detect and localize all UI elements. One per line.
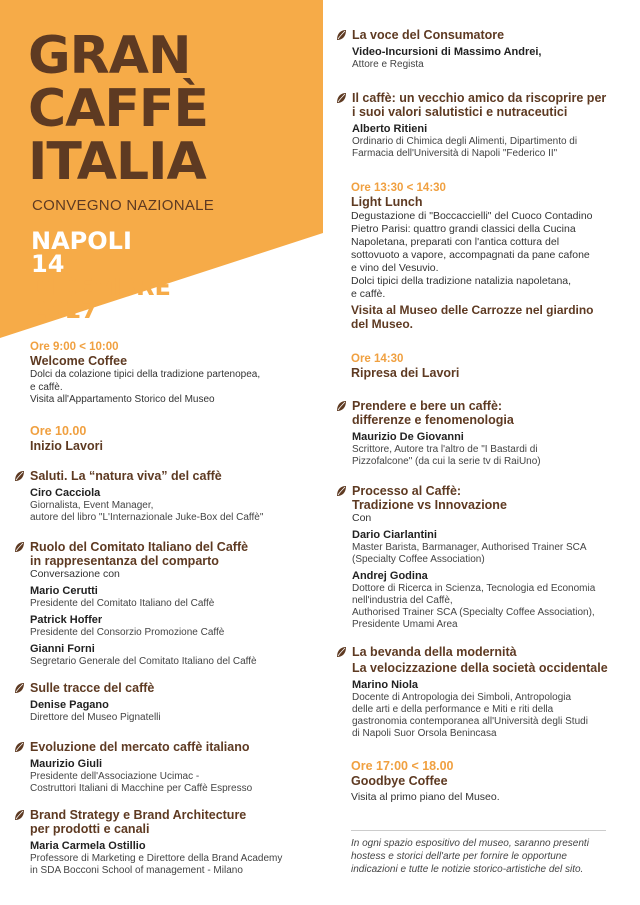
speaker-role: Authorised Trainer SCA (Specialty Coffee Association), bbox=[352, 607, 595, 618]
speaker-name: Dario Ciarlantini bbox=[352, 529, 437, 541]
slot-note: e vino del Vesuvio. bbox=[351, 262, 439, 274]
speaker-role: autore del libro "L'Internazionale Juke-Box del Caffè" bbox=[30, 512, 264, 523]
session-title: La voce del Consumatore bbox=[336, 28, 626, 42]
coffee-bean-icon bbox=[14, 541, 25, 553]
speaker-name: Denise Pagano bbox=[30, 699, 109, 711]
speaker-name: Ciro Cacciola bbox=[30, 487, 101, 499]
speaker-role: Presidente del Comitato Italiano del Caffè bbox=[30, 598, 215, 609]
speaker-role: Master Barista, Barmanager, Authorised Trainer SCA bbox=[352, 542, 587, 553]
coffee-bean-icon bbox=[14, 809, 25, 821]
coffee-bean-icon bbox=[14, 741, 25, 753]
speaker-name: Alberto Ritieni bbox=[352, 123, 428, 135]
visit-note: del Museo. bbox=[351, 317, 414, 331]
lunch-slot bbox=[351, 181, 631, 331]
coffee-bean-icon bbox=[14, 470, 25, 482]
coffee-bean-icon bbox=[336, 92, 347, 104]
event-title bbox=[28, 26, 208, 192]
date-line: 14 bbox=[31, 250, 65, 278]
speaker-name: Marino Niola bbox=[352, 679, 419, 691]
footer-note: In ogni spazio espositivo del museo, saranno presenti hostess e storici dell'arte per fornire le opportune indicazioni e tutte le notizie storico-artistiche del sito. bbox=[351, 830, 606, 876]
title-line: ITALIA bbox=[28, 132, 206, 192]
speaker-role: di Napoli Suor Orsola Benincasa bbox=[352, 728, 497, 739]
title-line: CAFFÈ bbox=[28, 79, 208, 139]
session-title: Evoluzione del mercato caffè italiano bbox=[14, 740, 314, 754]
speaker-role: Segretario Generale del Comitato Italiano del Caffè bbox=[30, 656, 257, 667]
session bbox=[14, 808, 314, 877]
event-subtitle: CONVEGNO NAZIONALE bbox=[32, 197, 215, 214]
speaker-role: Pizzofalcone" (da cui la serie tv di RaiUno) bbox=[352, 456, 541, 467]
speaker-name: Maurizio De Giovanni bbox=[352, 431, 464, 443]
slot-title: Goodbye Coffee bbox=[351, 774, 448, 788]
session-intro: Conversazione con bbox=[30, 568, 120, 580]
session bbox=[14, 469, 314, 524]
slot-title: Welcome Coffee bbox=[30, 354, 128, 368]
slot-note: Degustazione di "Boccaccielli" del Cuoco Contadino bbox=[351, 210, 593, 222]
slot-note: e caffè. bbox=[351, 288, 386, 300]
session-title: Processo al Caffè: Tradizione vs Innovazione bbox=[336, 484, 631, 512]
session bbox=[14, 540, 314, 668]
date-line: NAPOLI bbox=[31, 227, 132, 255]
date-line: 2017 bbox=[31, 296, 98, 324]
coffee-bean-icon bbox=[336, 485, 347, 497]
slot-note: Dolci tipici della tradizione natalizia napoletana, bbox=[351, 275, 572, 287]
session bbox=[14, 681, 314, 724]
speaker-role: in SDA Bocconi School of management - Milano bbox=[30, 865, 243, 876]
session bbox=[336, 399, 626, 468]
slot-note: sottovuoto a vapore, accompagnati da pane cafone bbox=[351, 249, 590, 261]
speaker-role: Scrittore, Autore tra l'altro de "I Bastardi di bbox=[352, 444, 538, 455]
speaker-name: Gianni Forni bbox=[30, 643, 95, 655]
speaker-role: Giornalista, Event Manager, bbox=[30, 500, 154, 511]
slot-title: Ripresa dei Lavori bbox=[351, 366, 460, 380]
slot-time: Ore 14:30 bbox=[351, 353, 404, 365]
speaker-role: Presidente del Consorzio Promozione Caffè bbox=[30, 627, 225, 638]
speaker-role: gastronomia contemporanea all'Università degli Studi bbox=[352, 716, 588, 727]
coffee-bean-icon bbox=[14, 682, 25, 694]
speaker-role: Presidente Umami Area bbox=[352, 619, 458, 630]
slot-note: Dolci da colazione tipici della tradizione partenopea, bbox=[30, 369, 261, 380]
speaker-role: Presidente dell'Associazione Ucimac - bbox=[30, 771, 200, 782]
slot-note: Visita all'Appartamento Storico del Museo bbox=[30, 394, 215, 405]
speaker-role: (Specialty Coffee Association) bbox=[352, 554, 485, 565]
speaker-role: Dottore di Ricerca in Scienza, Tecnologia ed Economia bbox=[352, 583, 596, 594]
coffee-bean-icon bbox=[336, 29, 347, 41]
session bbox=[336, 645, 631, 740]
coffee-bean-icon bbox=[336, 400, 347, 412]
speaker-name: Video-Incursioni di Massimo Andrei, bbox=[352, 46, 542, 58]
slot-note: Napoletana, preparati con l'antica cottura del bbox=[351, 236, 560, 248]
speaker-name: Maria Carmela Ostillio bbox=[30, 840, 146, 852]
speaker-name: Andrej Godina bbox=[352, 570, 428, 582]
speaker-role: Docente di Antropologia dei Simboli, Antropologia bbox=[352, 692, 572, 703]
session-subtitle: La velocizzazione della società occidentale bbox=[352, 661, 608, 675]
resume-slot bbox=[351, 352, 631, 381]
slot-time: Ore 13:30 < 14:30 bbox=[351, 182, 446, 194]
speaker-name: Patrick Hoffer bbox=[30, 614, 103, 626]
session bbox=[336, 91, 626, 160]
session bbox=[336, 484, 631, 631]
slot-note: Pietro Parisi: quattro grandi classici della Cucina bbox=[351, 223, 576, 235]
slot-time: Ore 9:00 < 10:00 bbox=[30, 341, 119, 353]
slot-time: Ore 10.00 bbox=[30, 424, 87, 438]
slot-note: e caffè. bbox=[30, 381, 63, 393]
session-intro: Con bbox=[352, 512, 372, 524]
event-date bbox=[31, 227, 171, 324]
slot-title: Inizio Lavori bbox=[30, 439, 103, 453]
session-title: Saluti. La “natura viva” del caffè bbox=[14, 469, 314, 483]
opening-slot bbox=[30, 423, 320, 454]
speaker-role: Professore di Marketing e Direttore della Brand Academy bbox=[30, 853, 283, 864]
session-title: Brand Strategy e Brand Architecture per prodotti e canali bbox=[14, 808, 314, 836]
slot-title: Light Lunch bbox=[351, 195, 423, 209]
title-line: GRAN bbox=[28, 26, 191, 86]
session-title: Ruolo del Comitato Italiano del Caffè in rappresentanza del comparto bbox=[14, 540, 314, 568]
session-title: La bevanda della modernità La velocizzazione della società occidentale bbox=[336, 645, 631, 675]
welcome-slot bbox=[30, 340, 320, 407]
speaker-name: Maurizio Giuli bbox=[30, 758, 103, 770]
visit-note: Visita al Museo delle Carrozze nel giardino bbox=[351, 303, 594, 317]
speaker-role: Attore e Regista bbox=[352, 59, 424, 70]
goodbye-slot bbox=[351, 759, 631, 804]
session-title: Prendere e bere un caffè: differenze e fenomenologia bbox=[336, 399, 626, 427]
session-title: Sulle tracce del caffè bbox=[14, 681, 314, 695]
coffee-bean-icon bbox=[336, 646, 347, 658]
speaker-role: delle arti e della performance e Miti e riti della bbox=[352, 704, 554, 715]
session bbox=[336, 28, 626, 71]
date-line: DICEMBRE bbox=[31, 273, 171, 301]
speaker-role: Direttore del Museo Pignatelli bbox=[30, 712, 161, 723]
speaker-name: Mario Cerutti bbox=[30, 585, 98, 597]
speaker-role: Ordinario di Chimica degli Alimenti, Dipartimento di bbox=[352, 136, 578, 147]
session-title: Il caffè: un vecchio amico da riscoprire per i suoi valori salutistici e nutraceutici bbox=[336, 91, 626, 119]
slot-note: Visita al primo piano del Museo. bbox=[351, 791, 500, 803]
speaker-role: Costruttori Italiani di Macchine per Caffè Espresso bbox=[30, 783, 253, 794]
session bbox=[14, 740, 314, 795]
slot-time: Ore 17:00 < 18.00 bbox=[351, 759, 454, 773]
speaker-role: Farmacia dell'Università di Napoli "Federico II" bbox=[352, 148, 558, 159]
speaker-role: nell'industria del Caffè, bbox=[352, 595, 453, 606]
